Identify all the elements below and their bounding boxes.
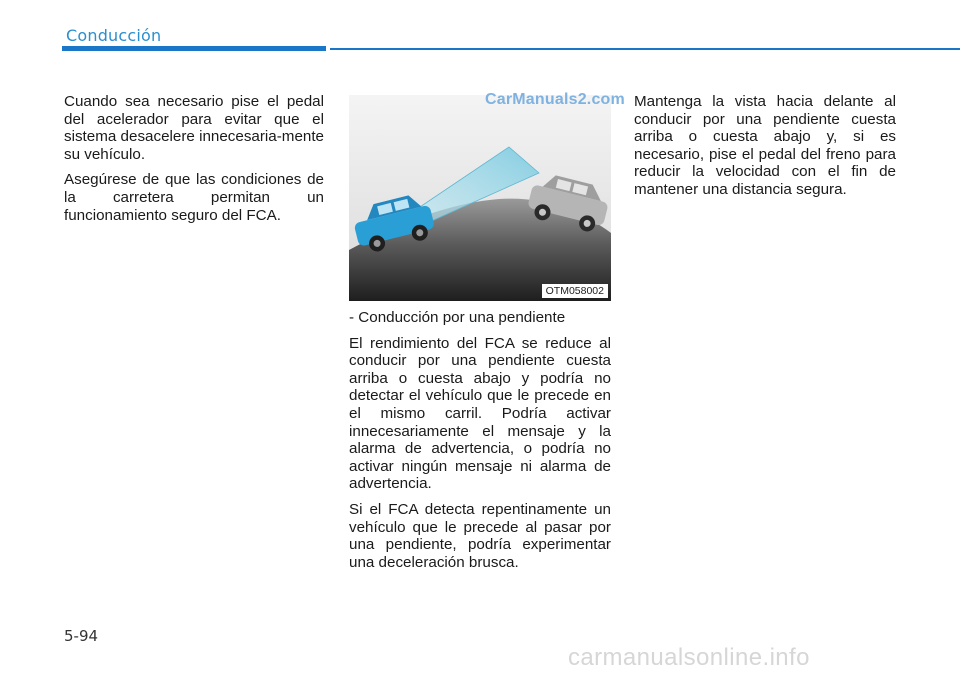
paragraph: Si el FCA detecta repentinamente un vehículo que le precede al pasar por una pendiente, podría experimentar una deceleración brusca. (349, 500, 611, 571)
text-column-1 (64, 93, 324, 232)
figure-code: OTM058002 (542, 284, 608, 298)
text-column-3 (634, 93, 896, 207)
slope-driving-illustration (349, 95, 611, 301)
illustration-svg (349, 95, 611, 301)
paragraph: Asegúrese de que las condiciones de la carretera permitan un funcionamiento seguro del FCA. (64, 171, 324, 224)
paragraph: Mantenga la vista hacia delante al conducir por una pendiente cuesta arriba o cuesta abajo y, si es necesario, pise el pedal del freno para reducir la velocidad con el fin de mantener una distancia segura. (634, 93, 896, 198)
page-number: 5-94 (64, 627, 99, 645)
header-rule-thin (330, 48, 960, 50)
paragraph: El rendimiento del FCA se reduce al conducir por una pendiente cuesta arriba o cuesta abajo y podría no detectar el vehículo que le precede en el mismo carril. Podría activar innecesariamente el mensaje y la alarma de advertencia, o podría no activar ningún mensaje ni alarma de advertencia. (349, 334, 611, 493)
header-rule-thick (62, 46, 326, 51)
figure-caption: - Conducción por una pendiente (349, 309, 566, 326)
section-title: Conducción (66, 26, 162, 45)
watermark: CarManuals2.com (485, 91, 625, 108)
site-watermark: carmanualsonline.info (568, 644, 810, 671)
paragraph: Cuando sea necesario pise el pedal del acelerador para evitar que el sistema desacelere innecesaria-mente su vehículo. (64, 93, 325, 163)
text-column-2 (349, 309, 611, 579)
